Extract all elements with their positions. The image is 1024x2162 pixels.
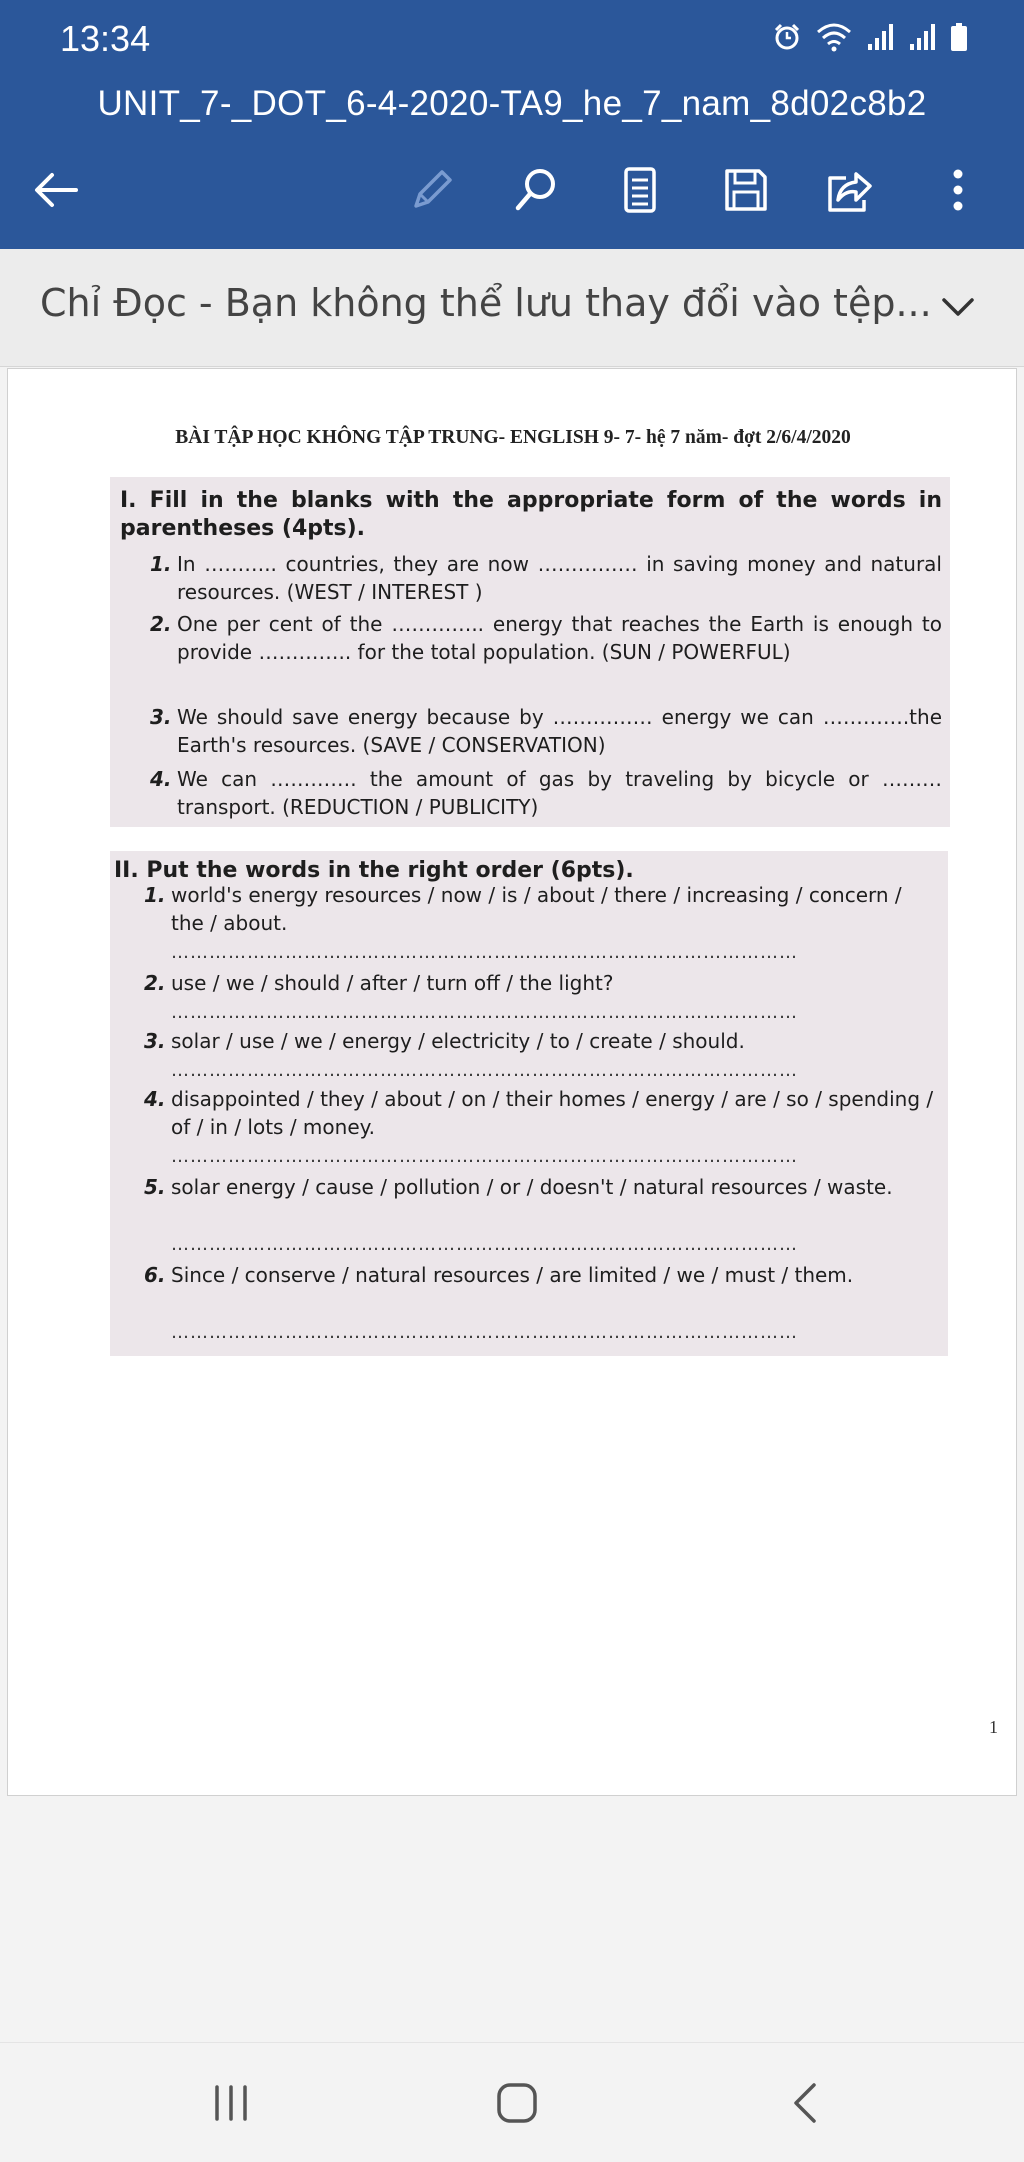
answer-line: ……………………………………………………………………………………… — [171, 1146, 798, 1167]
item-text: In ……….. countries, they are now …………… in saving money and natural resources. (WEST / INTEREST ) — [177, 552, 942, 604]
exercise-section-1 — [110, 477, 950, 827]
status-icons — [772, 22, 968, 52]
document-heading: BÀI TẬP HỌC KHÔNG TẬP TRUNG- ENGLISH 9- 7- hệ 7 năm- đợt 2/6/4/2020 — [175, 427, 851, 448]
list-item — [150, 765, 942, 821]
item-text: disappointed / they / about / on / their homes / energy / are / so / spending / of / in / lots / money. — [171, 1087, 934, 1139]
item-number: 3. — [150, 705, 172, 729]
answer-line: ……………………………………………………………………………………… — [171, 1234, 798, 1255]
item-number: 4. — [150, 767, 172, 791]
save-icon — [722, 166, 770, 214]
answer-line: ……………………………………………………………………………………… — [171, 942, 798, 963]
banner-expand-button[interactable] — [936, 285, 980, 329]
section-1-title: I. Fill in the blanks with the appropriate form of the words in parentheses (4pts). — [120, 488, 942, 541]
reading-view-icon — [620, 166, 660, 214]
answer-line: ……………………………………………………………………………………… — [171, 1002, 798, 1023]
edit-button[interactable] — [392, 150, 472, 230]
item-text: We should save energy because by …………… energy we can ………….the Earth's resources. (SAVE / CONSERVATION) — [177, 705, 942, 757]
exercise-section-2 — [110, 851, 948, 1356]
signal-icon — [866, 22, 894, 52]
system-nav-bar — [0, 2042, 1024, 2162]
reading-view-button[interactable] — [600, 150, 680, 230]
read-only-message: Chỉ Đọc - Bạn không thể lưu thay đổi vào tệp... — [40, 281, 932, 325]
home-icon — [495, 2081, 539, 2125]
status-bar — [0, 0, 1024, 78]
item-text: One per cent of the ………….. energy that reaches the Earth is enough to provide ………….. for the total population. (SUN / POWERFUL) — [177, 612, 942, 664]
list-item — [150, 610, 942, 694]
item-number: 6. — [144, 1263, 166, 1287]
list-item — [144, 1027, 940, 1085]
share-button[interactable] — [810, 150, 890, 230]
signal-icon — [908, 22, 936, 52]
item-text: Since / conserve / natural resources / are limited / we / must / them. — [171, 1263, 854, 1287]
save-button[interactable] — [706, 150, 786, 230]
list-item — [150, 550, 942, 606]
item-text: use / we / should / after / turn off / the light? — [171, 971, 614, 995]
item-number: 5. — [144, 1175, 166, 1199]
read-only-banner[interactable] — [0, 249, 1024, 367]
recent-apps-button[interactable] — [186, 2063, 276, 2143]
status-time: 13:34 — [60, 18, 151, 59]
chevron-down-icon — [941, 297, 975, 317]
document-title: UNIT_7-_DOT_6-4-2020-TA9_he_7_nam_8d02c8b2 — [97, 84, 927, 123]
list-item — [144, 969, 940, 1027]
item-number: 1. — [150, 552, 172, 576]
document-page — [7, 368, 1017, 1796]
section-2-title: II. Put the words in the right order (6pts). — [114, 858, 634, 883]
list-item — [144, 881, 940, 967]
item-number: 2. — [144, 971, 166, 995]
app-bar — [0, 0, 1024, 249]
item-number: 1. — [144, 883, 166, 907]
item-text: We can …………. the amount of gas by traveling by bicycle or ………transport. (REDUCTION / PUBLICITY) — [177, 767, 942, 819]
home-button[interactable] — [472, 2063, 562, 2143]
answer-line: ……………………………………………………………………………………… — [171, 1060, 798, 1081]
alarm-icon — [772, 22, 802, 52]
list-item — [144, 1085, 940, 1171]
answer-line: ……………………………………………………………………………………… — [171, 1322, 798, 1343]
item-text: solar / use / we / energy / electricity / to / create / should. — [171, 1029, 745, 1053]
recent-apps-icon — [209, 2083, 253, 2123]
item-number: 4. — [144, 1087, 166, 1111]
back-icon — [790, 2081, 820, 2125]
battery-icon — [950, 22, 968, 52]
list-item — [144, 1261, 940, 1347]
item-number: 2. — [150, 612, 172, 636]
more-options-icon — [948, 166, 968, 214]
wifi-icon — [816, 22, 852, 52]
more-options-button[interactable] — [918, 150, 998, 230]
back-arrow-icon — [32, 170, 80, 210]
share-icon — [826, 166, 874, 214]
page-number: 1 — [989, 1717, 998, 1737]
search-button[interactable] — [496, 150, 576, 230]
search-icon — [512, 166, 560, 214]
list-item — [144, 1173, 940, 1259]
edit-pencil-icon — [408, 166, 456, 214]
back-button[interactable] — [760, 2063, 850, 2143]
item-number: 3. — [144, 1029, 166, 1053]
list-item — [150, 703, 942, 759]
back-arrow-button[interactable] — [16, 150, 96, 230]
item-text: world's energy resources / now / is / about / there / increasing / concern / the / about. — [171, 883, 902, 935]
item-text: solar energy / cause / pollution / or / doesn't / natural resources / waste. — [171, 1175, 893, 1199]
toolbar — [0, 150, 1024, 230]
